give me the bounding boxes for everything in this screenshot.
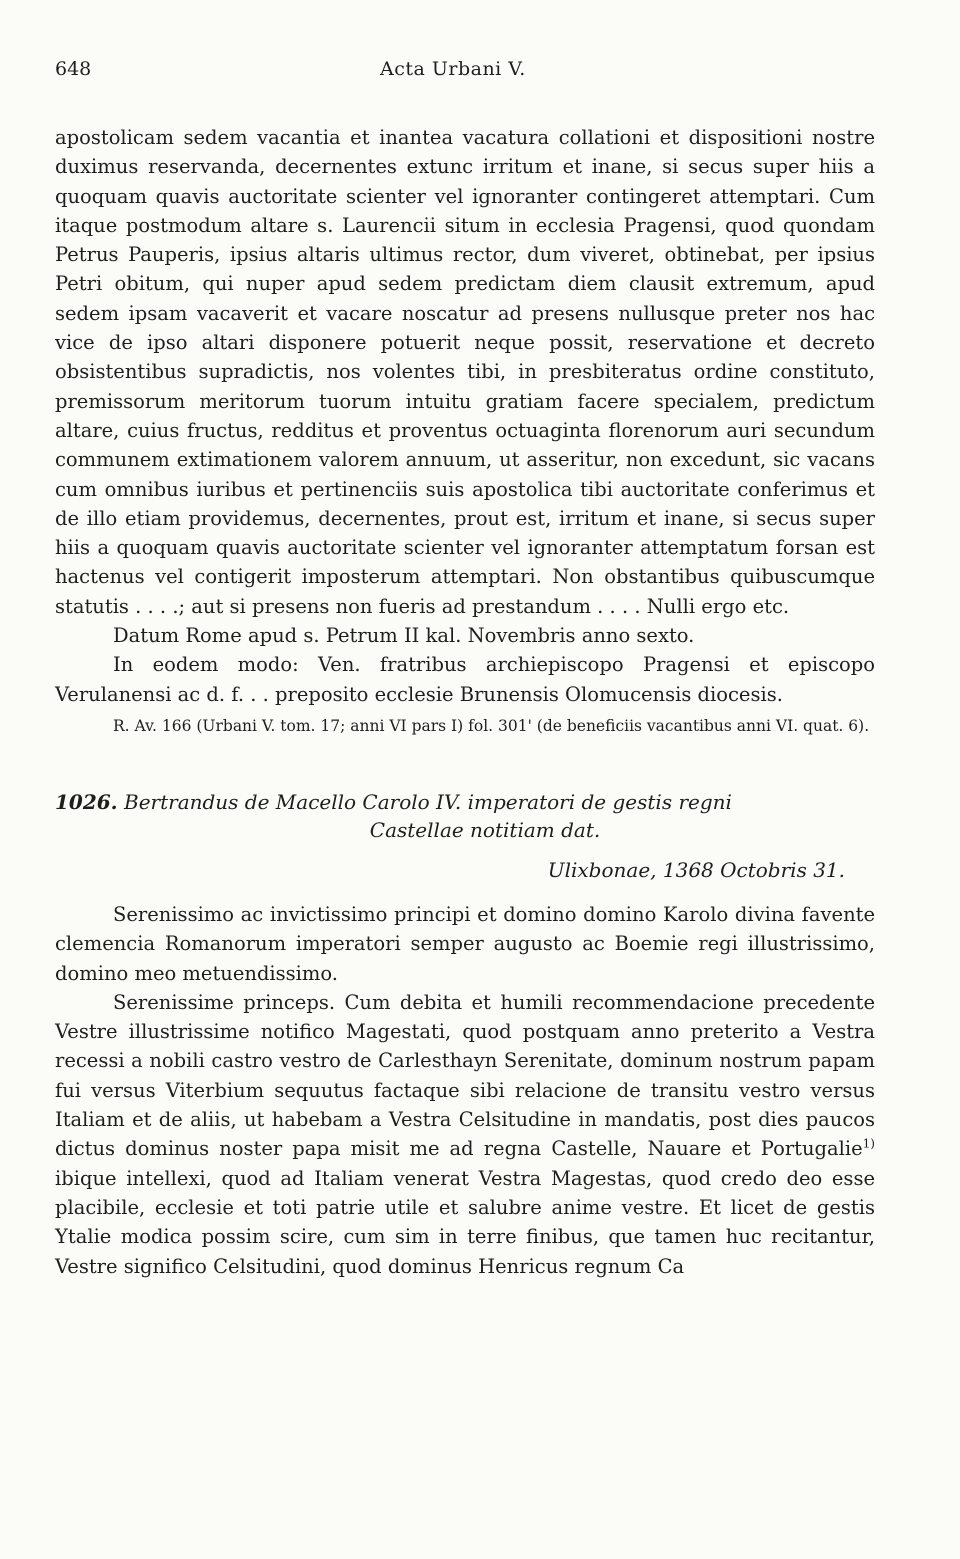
doc2-heading <box>55 788 875 844</box>
doc2-body-part2: ibique intellexi, quod ad Italiam venerat Vestra Magestas, quod credo deo esse placibile, ecclesie et toti patrie utile et salubre anime vestre. Et licet de gestis Ytalie modica possim scire, cum sim in terre finibus, que tamen huc recitantur, Vestre significo Celsitudini, quod dominus Henricus regnum Ca <box>55 1166 875 1278</box>
running-head: Acta Urbani V. <box>380 58 526 80</box>
doc1-body: apostolicam sedem vacantia et inantea vacatura collationi et dispositioni nostre duximus reservanda, decernentes extunc irritum et inane, si secus super hiis a quoquam quavis auctoritate scienter vel ignoranter contingeret attemptari. Cum itaque postmodum altare s. Laurencii situm in ecclesia Pragensi, quod quondam Petrus Pauperis, ipsius altaris ultimus rector, dum viveret, obtinebat, per ipsius Petri obitum, qui nuper apud sedem predictam diem clausit extremum, apud sedem ipsam vacaverit et vacare noscatur ad presens nullusque preter nos hac vice de ipso altari disponere potuerit neque possit, reservatione et decreto obsistentibus supradictis, nos volentes tibi, in presbiteratus ordine constituto, premissorum meritorum tuorum intuitu gratiam facere specialem, predictum altare, cuius fructus, redditus et proventus octuaginta florenorum auri secundum communem extimationem valorem annuum, ut asseritur, non excedunt, sic vacans cum omnibus iuribus et pertinenciis suis apostolica tibi auctoritate conferimus et de illo etiam providemus, decernentes, prout est, irritum et inane, si secus super hiis a quoquam quavis auctoritate scienter vel ignoranter attemptatum forsan est hactenus vel contigerit imposterum attemptari. Non obstantibus quibuscumque statutis . . . .; aut si presens non fueris ad prestandum . . . . Nulli ergo etc. <box>55 126 875 618</box>
page-number: 648 <box>55 58 92 80</box>
doc1-eodem: In eodem modo: Ven. fratribus archiepiscopo Pragensi et episcopo Verulanensi ac d. f. . . preposito ecclesie Brunensis Olomucensis diocesis. <box>55 653 875 706</box>
doc2-body <box>55 988 875 1281</box>
page-header <box>55 58 875 88</box>
doc2-title-line2: Castellae notitiam dat. <box>369 817 601 842</box>
doc2-place-date: Ulixbonae, 1368 Octobris 31. <box>547 857 845 882</box>
doc1-datum: Datum Rome apud s. Petrum II kal. Novembris anno sexto. <box>113 624 695 648</box>
doc2-body-part1: Serenissime princeps. Cum debita et humili recommendacione precedente Vestre illustrissime notifico Magestati, quod postquam anno preterito a Vestra recessi a nobili castro vestro de Carlesthayn Serenitate, dominum nostrum papam fui versus Viterbium sequutus factaque sibi relacione de transitu vestro versus Italiam et de aliis, ut habebam a Vestra Celsitudine in mandatis, post dies paucos dictus dominus noster papa misit me ad regna Castelle, Nauare et Portugalie <box>55 990 875 1161</box>
doc2-title-line1: Bertrandus de Macello Carolo IV. imperatori de gestis regni <box>124 789 732 814</box>
footnote-ref: 1) <box>862 1136 875 1151</box>
doc1-source-note: R. Av. 166 (Urbani V. tom. 17; anni VI pars I) fol. 301' (de beneficiis vacantibus anni VI. quat. 6). <box>113 716 870 735</box>
doc2-number: 1026. <box>55 789 118 814</box>
doc2-salutation: Serenissimo ac invictissimo principi et domino domino Karolo divina favente clemencia Romanorum imperatori semper augusto ac Boemie regi illustrissimo, domino meo metuendissimo. <box>55 902 875 985</box>
document-page <box>55 58 875 1281</box>
